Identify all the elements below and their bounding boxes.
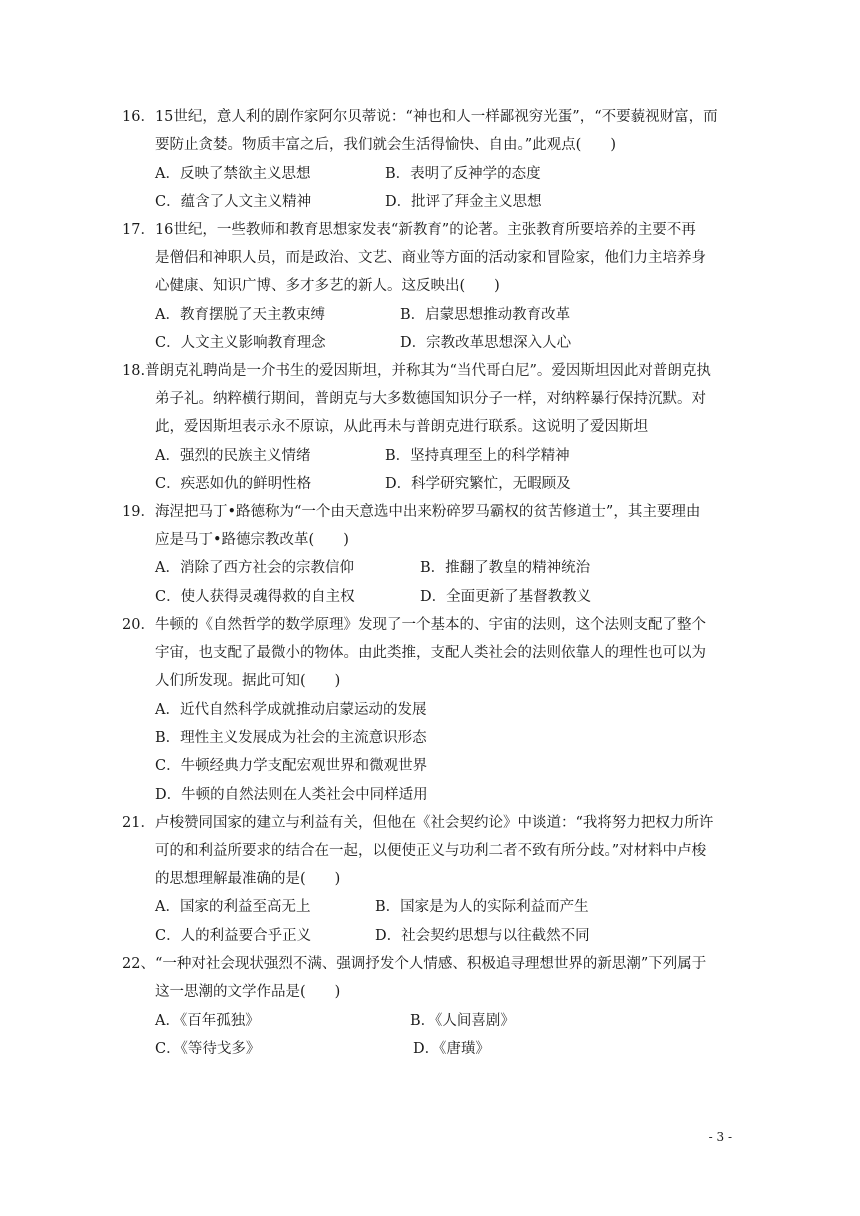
question-17-line-3: 心健康、知识广博、多才多艺的新人。这反映出( ) [155,278,500,294]
question-20-line-2: 宇宙，也支配了最微小的物体。由此类推，支配人类社会的法则依靠人的理性也可以为 [155,645,706,661]
question-21-line-1: 21．卢梭赞同国家的建立与利益有关，但他在《社会契约论》中谈道：“我将努力把权力所许 [122,815,714,831]
question-17-option-a: A．教育摆脱了天主教束缚 [155,307,325,323]
question-16-option-d: D．批评了拜金主义思想 [385,194,542,210]
question-18-line-3: 此，爱因斯坦表示永不原谅，从此再未与普朗克进行联系。这说明了爱因斯坦 [155,419,648,435]
question-17-option-d: D．宗教改革思想深入人心 [400,335,572,351]
question-19-option-a: A．消除了西方社会的宗教信仰 [155,560,354,576]
question-21-line-2: 可的和利益所要求的结合在一起，以便使正义与功利二者不致有所分歧。”对材料中卢梭 [155,843,707,859]
question-20-line-1: 20．牛顿的《自然哲学的数学原理》发现了一个基本的、宇宙的法则，这个法则支配了整个 [122,617,706,633]
question-17-option-b: B．启蒙思想推动教育改革 [400,307,571,323]
question-16-option-b: B．表明了反神学的态度 [385,166,541,182]
question-16-line-1: 16．15世纪，意人利的剧作家阿尔贝蒂说：“神也和人一样鄙视穷光蛋”，“不要藐视财富，而 [122,109,718,125]
question-20-option-b: B．理性主义发展成为社会的主流意识形态 [155,730,427,746]
question-21-option-c: C．人的利益要合乎正义 [155,928,312,944]
question-20-line-3: 人们所发现。据此可知( ) [155,673,341,689]
question-17-line-1: 17．16世纪，一些教师和教育思想家发表“新教育”的论著。主张教育所要培养的主要不再 [122,222,696,238]
question-18-line-2: 弟子礼。纳粹横行期间，普朗克与大多数德国知识分子一样，对纳粹暴行保持沉默。对 [155,391,706,407]
question-22-option-d: D．《唐璜》 [413,1041,490,1057]
question-20-option-d: D．牛顿的自然法则在人类社会中同样适用 [155,787,428,803]
question-16-option-a: A．反映了禁欲主义思想 [155,166,311,182]
question-21-line-3: 的思想理解最准确的是( ) [155,871,341,887]
question-19-option-b: B．推翻了教皇的精神统治 [420,560,591,576]
question-20-option-c: C．牛顿经典力学支配宏观世界和微观世界 [155,758,428,774]
question-18-option-a: A．强烈的民族主义情绪 [155,448,311,464]
question-16-option-c: C．蕴含了人文主义精神 [155,194,312,210]
question-22-option-c: C．《等待戈多》 [155,1041,261,1057]
question-18-option-b: B．坚持真理至上的科学精神 [385,448,570,464]
question-18-option-d: D．科学研究繁忙，无暇顾及 [385,476,571,492]
question-21-option-b: B．国家是为人的实际利益而产生 [375,899,589,915]
question-19-option-d: D．全面更新了基督教教义 [420,589,592,605]
question-17-line-2: 是僧侣和神职人员，而是政治、文艺、商业等方面的活动家和冒险家，他们力主培养身 [155,250,706,266]
question-20-option-a: A．近代自然科学成就推动启蒙运动的发展 [155,702,427,718]
question-16-line-2: 要防止贪婪。物质丰富之后，我们就会生活得愉快、自由。”此观点( ) [155,137,616,153]
question-21-option-a: A．国家的利益至高无上 [155,899,311,915]
question-22-option-b: B．《人间喜剧》 [410,1013,515,1029]
question-19-line-2: 应是马丁•路德宗教改革( ) [155,532,349,548]
question-18-option-c: C．疾恶如仇的鲜明性格 [155,476,312,492]
question-19-line-1: 19．海涅把马丁•路德称为“一个由天意选中出来粉碎罗马霸权的贫苦修道士”，其主要理由 [122,504,701,520]
question-21-option-d: D．社会契约思想与以往截然不同 [375,928,590,944]
question-18-line-1: 18.普朗克礼聘尚是一介书生的爱因斯坦，并称其为“当代哥白尼”。爱因斯坦因此对普朗克执 [122,363,711,379]
question-22-option-a: A．《百年孤独》 [155,1013,260,1029]
page-number: - 3 - [708,1130,732,1144]
question-19-option-c: C．使人获得灵魂得救的自主权 [155,589,355,605]
question-17-option-c: C．人文主义影响教育理念 [155,335,326,351]
question-22-line-2: 这一思潮的文学作品是( ) [155,984,341,1000]
question-22-line-1: 22、“一种对社会现状强烈不满、强调抒发个人情感、积极追寻理想世界的新思潮”下列属于 [122,956,707,972]
